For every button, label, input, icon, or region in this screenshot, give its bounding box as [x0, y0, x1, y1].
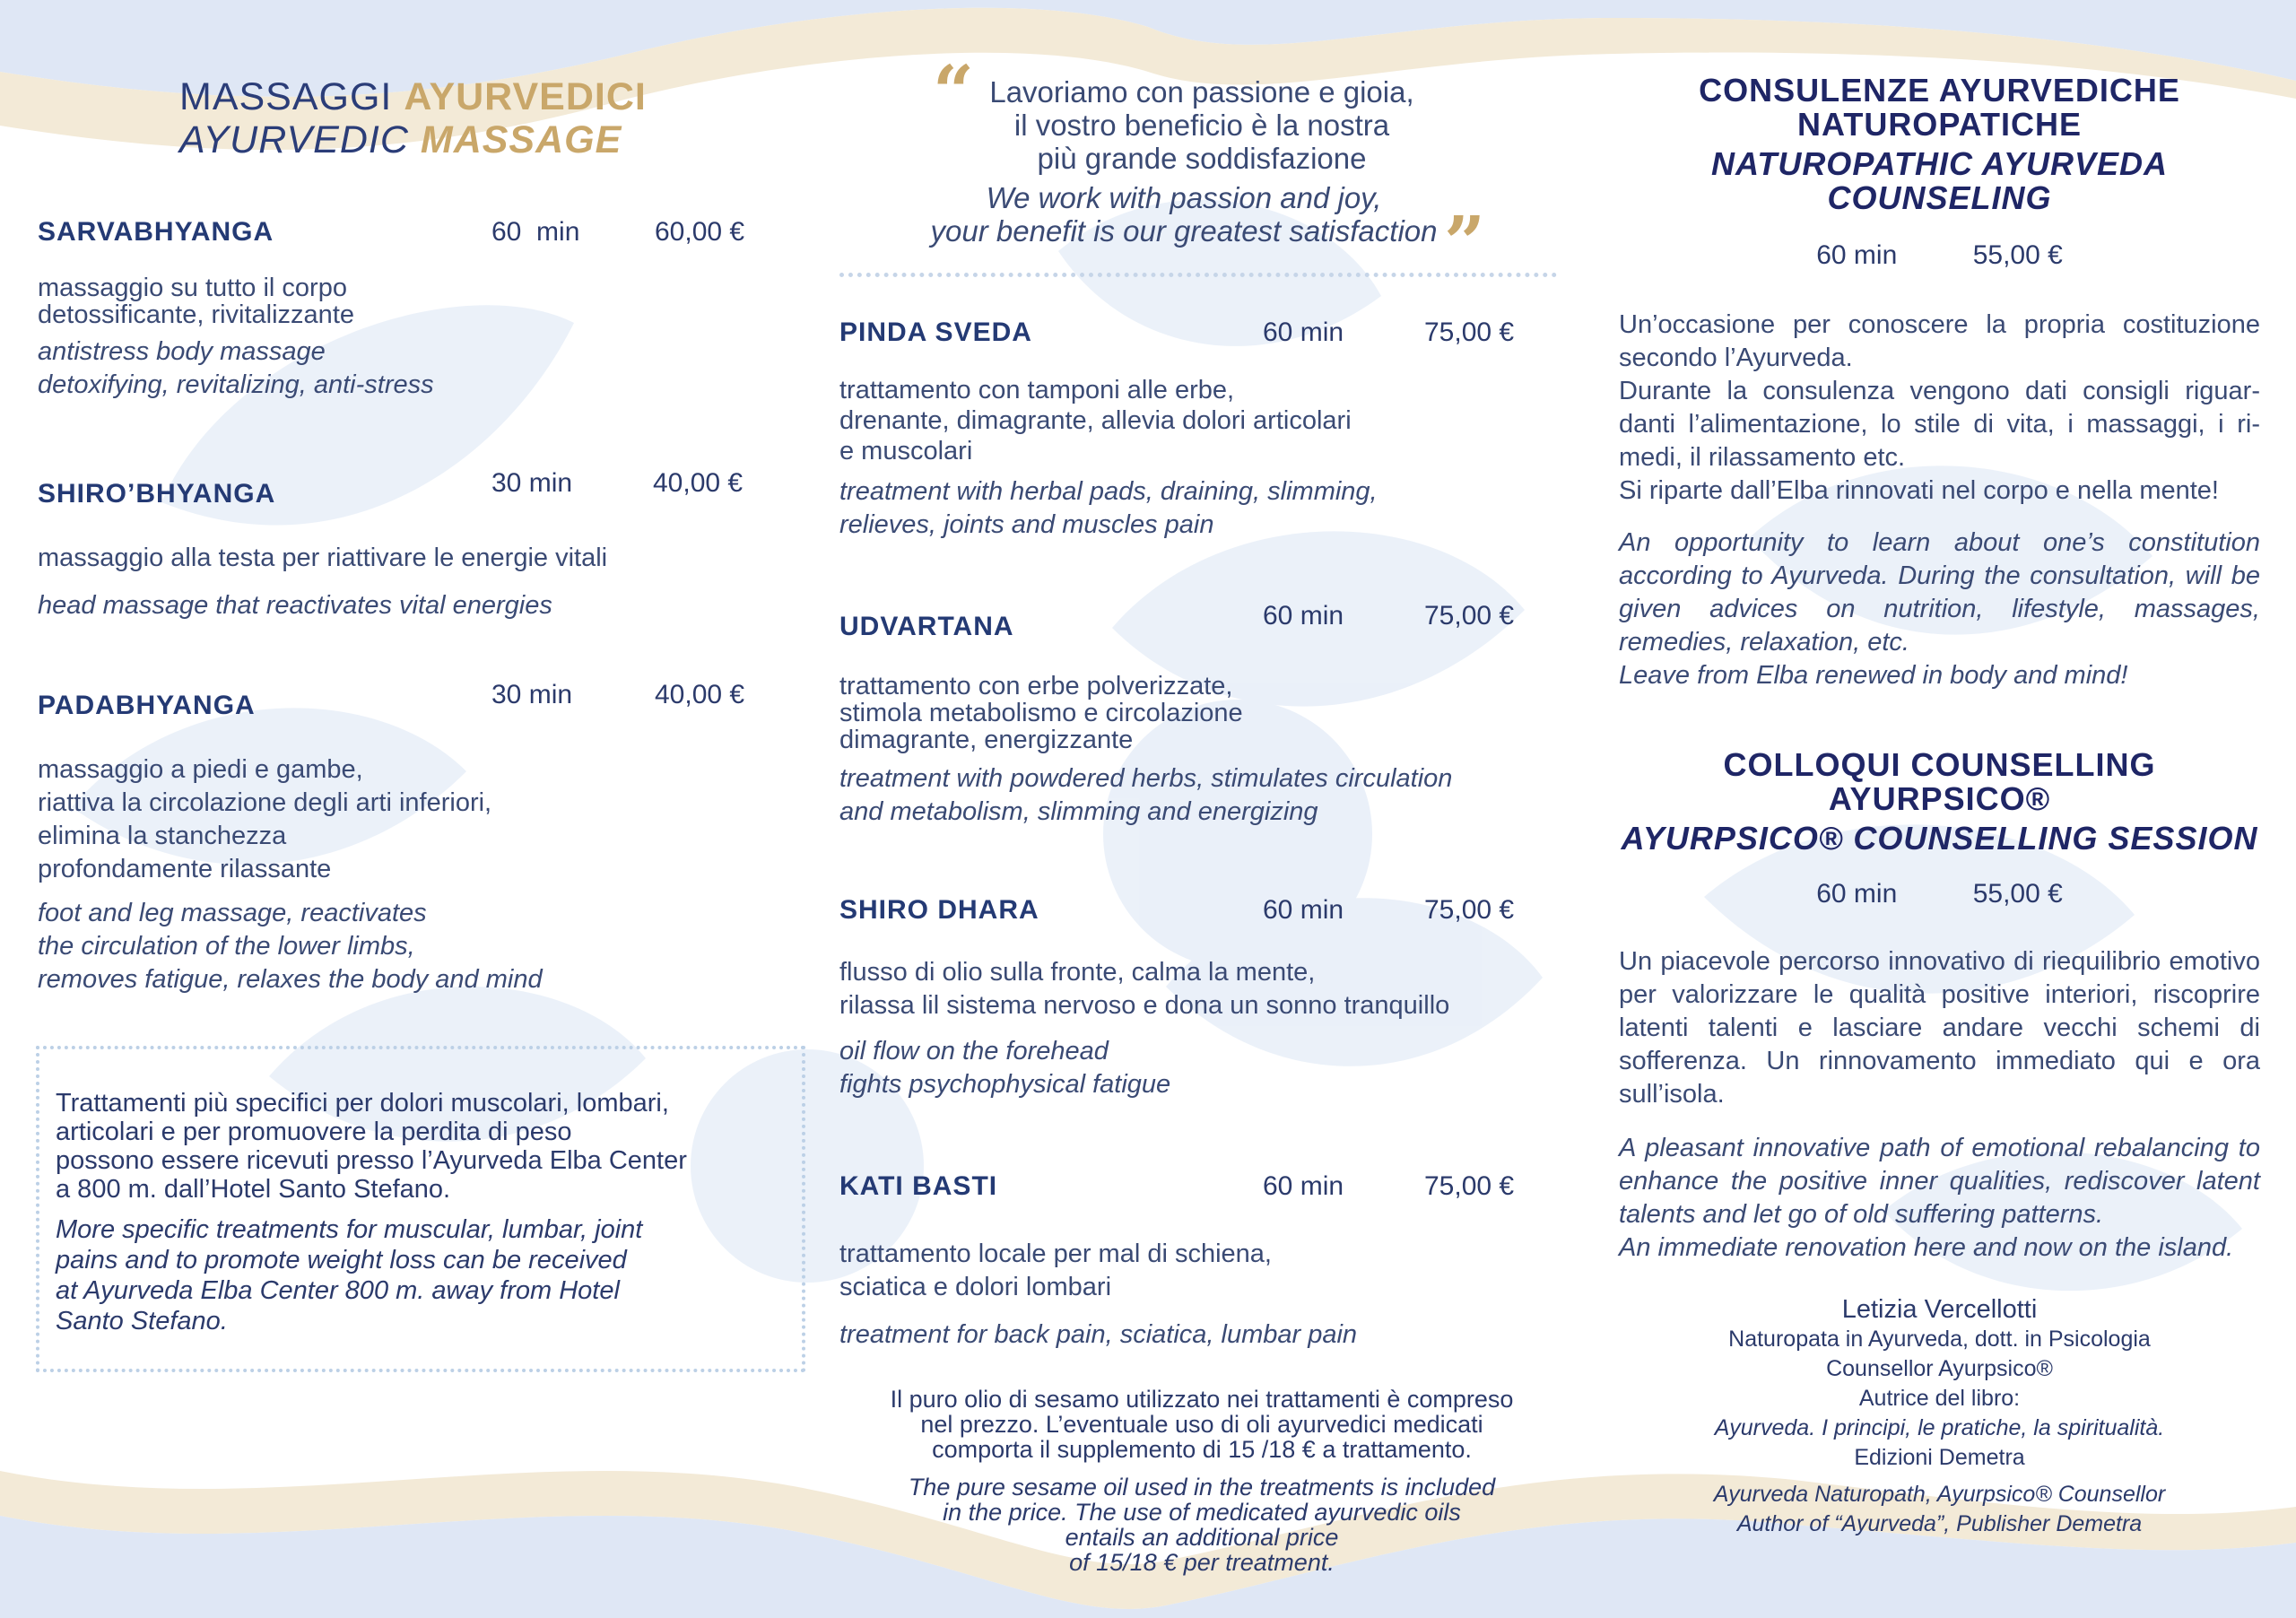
- treatment-kati-basti: [839, 1171, 1575, 1352]
- title-en-part2: MASSAGE: [420, 118, 622, 161]
- treatment-desc-en: oil flow on the forehead fights psychophysical fatigue: [839, 1037, 1171, 1099]
- treatment-desc-en: treatment with powdered herbs, stimulates circulation and metabolism, slimming and energizing: [839, 764, 1453, 826]
- treatment-pinda-sveda: [839, 318, 1575, 542]
- treatment-price: 40,00 €: [655, 680, 745, 709]
- consulenze-text-en: An opportunity to learn about one’s constitution according to Ayurveda. During the consultation, will be given advices on nutrition, lifestyle, massages, remedies, relaxation, etc. Leave from Elba renewed in body and mind!: [1619, 528, 2260, 690]
- treatment-duration: 60 min: [491, 217, 580, 247]
- treatment-padabhyanga: [38, 680, 773, 996]
- treatment-name: PADABHYANGA: [38, 691, 256, 720]
- consulenze-duration: 60 min: [1816, 240, 1898, 270]
- treatment-shiro-dhara: [839, 895, 1575, 1101]
- treatment-duration: 60 min: [1263, 318, 1344, 347]
- info-box-text-it: Trattamenti più specifici per dolori muscolari, lombari, articolari e per promuovere la perdita di peso possono essere ricevuti presso l’Ayurveda Elba Center a 800 m. dall’Hotel Santo Stefano.: [56, 1089, 687, 1204]
- author-title-en: Ayurveda Naturopath, Ayurpsico® Counsellor: [1713, 1482, 2166, 1507]
- treatment-desc-it: trattamento con erbe polverizzate, stimola metabolismo e circolazione dimagrante, energizzante: [839, 672, 1243, 754]
- oil-note-it: Il puro olio di sesamo utilizzato nei trattamenti è compreso nel prezzo. L’eventuale uso di oli ayurvedici medicati comporta il supplemento di 15 /18 € a trattamento.: [890, 1386, 1514, 1463]
- section-title-colloqui: COLLOQUI COUNSELLING AYURPSICO®: [1723, 746, 2156, 817]
- close-quote-icon: ”: [1444, 200, 1486, 284]
- author-role: Counsellor Ayurpsico®: [1826, 1356, 2053, 1381]
- colloqui-text-it: Un piacevole percorso innovativo di riequilibrio emotivo per valorizzare le qualità positive interiori, riscoprire latenti talenti e lasciare andare vecchi schemi di sofferenza. Un rinnovamento immediato qui e ora sull’isola.: [1619, 947, 2260, 1109]
- treatment-price: 75,00 €: [1424, 1171, 1515, 1201]
- treatment-price: 60,00 €: [655, 217, 745, 247]
- treatment-shirobhyanga: [38, 468, 773, 622]
- treatment-desc-it: massaggio a piedi e gambe, riattiva la circolazione degli arti inferiori, elimina la stanchezza profondamente rilassante: [38, 755, 492, 883]
- treatment-desc-it: trattamento con tamponi alle erbe, drenante, dimagrante, allevia dolori articolari e muscolari: [839, 376, 1352, 465]
- treatment-price: 75,00 €: [1424, 601, 1515, 631]
- signature-block: [1619, 1295, 2260, 1539]
- colloqui-price: 55,00 €: [1972, 879, 2063, 909]
- treatment-desc-it: trattamento locale per mal di schiena, sciatica e dolori lombari: [839, 1240, 1272, 1301]
- treatment-duration: 60 min: [1263, 1171, 1344, 1201]
- section-title-consulenze: CONSULENZE AYURVEDICHE NATUROPATICHE: [1699, 72, 2180, 143]
- treatment-duration: 30 min: [491, 680, 573, 709]
- treatment-name: SHIRO’BHYANGA: [38, 479, 276, 509]
- quote-en: We work with passion and joy, your benefit is our greatest satisfaction: [930, 181, 1438, 248]
- treatment-duration: 60 min: [1263, 601, 1344, 631]
- colloqui-price-row: [1619, 879, 2260, 909]
- consulenze-text-it: Un’occasione per conoscere la propria costituzione secondo l’Ayurveda. Durante la consulenza vengono dati consigli riguar-danti l’alimentazione, lo stile di vita, i massaggi, i ri-medi, il rilassamento etc. Si riparte dall’Elba rinnovati nel corpo e nella mente!: [1619, 310, 2260, 505]
- treatment-sarvabhyanga: [38, 217, 773, 402]
- treatment-udvartana: [839, 601, 1575, 829]
- treatment-name: SHIRO DHARA: [839, 895, 1039, 925]
- treatment-name: KATI BASTI: [839, 1171, 998, 1201]
- treatment-desc-en: head massage that reactivates vital energies: [38, 591, 552, 620]
- author-title: Naturopata in Ayurveda, dott. in Psicologia: [1728, 1327, 2151, 1352]
- author-publisher: Edizioni Demetra: [1854, 1445, 2025, 1470]
- section-title-massage: [179, 75, 718, 161]
- title-it-part1: MASSAGGI: [179, 75, 393, 118]
- section-title-ayurpsico-session: AYURPSICO® COUNSELLING SESSION: [1621, 820, 2258, 857]
- treatment-desc-it: massaggio su tutto il corpo detossificante, rivitalizzante: [38, 274, 354, 329]
- section-title-counseling: NATUROPATHIC AYURVEDA COUNSELING: [1711, 145, 2168, 216]
- colloqui-text-en: A pleasant innovative path of emotional rebalancing to enhance the positive inner qualities, rediscover latent talents and let go of old suffering patterns. An immediate renovation here and now on the island.: [1619, 1134, 2260, 1262]
- treatment-desc-en: antistress body massage detoxifying, revitalizing, anti-stress: [38, 337, 434, 399]
- treatment-duration: 30 min: [491, 468, 573, 498]
- treatment-price: 75,00 €: [1424, 895, 1515, 925]
- treatment-desc-it: massaggio alla testa per riattivare le energie vitali: [38, 544, 608, 572]
- quote-it: Lavoriamo con passione e gioia, il vostro beneficio è la nostra più grande soddisfazione: [989, 75, 1414, 175]
- consulenze-price: 55,00 €: [1972, 240, 2063, 270]
- author-book-label: Autrice del libro:: [1858, 1386, 2021, 1411]
- treatment-desc-en: treatment for back pain, sciatica, lumbar pain: [839, 1320, 1358, 1349]
- open-quote-icon: “: [933, 49, 975, 134]
- author-name: Letizia Vercellotti: [1841, 1295, 2038, 1324]
- treatment-name: PINDA SVEDA: [839, 318, 1032, 347]
- author-book-title: Ayurveda. I principi, le pratiche, la spiritualità.: [1714, 1415, 2165, 1440]
- consulenze-price-row: [1619, 240, 2260, 271]
- divider: [839, 273, 1557, 277]
- author-book-en: Author of “Ayurveda”, Publisher Demetra: [1736, 1511, 2143, 1536]
- treatment-desc-en: foot and leg massage, reactivates the circulation of the lower limbs, removes fatigue, relaxes the body and mind: [38, 899, 543, 994]
- treatment-name: UDVARTANA: [839, 612, 1014, 641]
- title-it-part2: AYURVEDICI: [404, 75, 647, 118]
- info-box: [36, 1046, 805, 1372]
- treatment-price: 40,00 €: [653, 468, 744, 498]
- colloqui-duration: 60 min: [1816, 879, 1898, 909]
- treatment-desc-it: flusso di olio sulla fronte, calma la mente, rilassa lil sistema nervoso e dona un sonno tranquillo: [839, 958, 1450, 1020]
- treatment-price: 75,00 €: [1424, 318, 1515, 347]
- treatment-desc-en: treatment with herbal pads, draining, slimming, relieves, joints and muscles pain: [839, 477, 1378, 539]
- treatment-name: SARVABHYANGA: [38, 217, 274, 247]
- title-en-part1: AYURVEDIC: [179, 118, 409, 161]
- treatment-duration: 60 min: [1263, 895, 1344, 925]
- oil-note-en: The pure sesame oil used in the treatments is included in the price. The use of medicated ayurvedic oils entails an additional price of 15/18 € per treatment.: [908, 1474, 1496, 1576]
- info-box-text-en: More specific treatments for muscular, lumbar, joint pains and to promote weight loss can be received at Ayurveda Elba Center 800 m. away from Hotel Santo Stefano.: [56, 1215, 643, 1335]
